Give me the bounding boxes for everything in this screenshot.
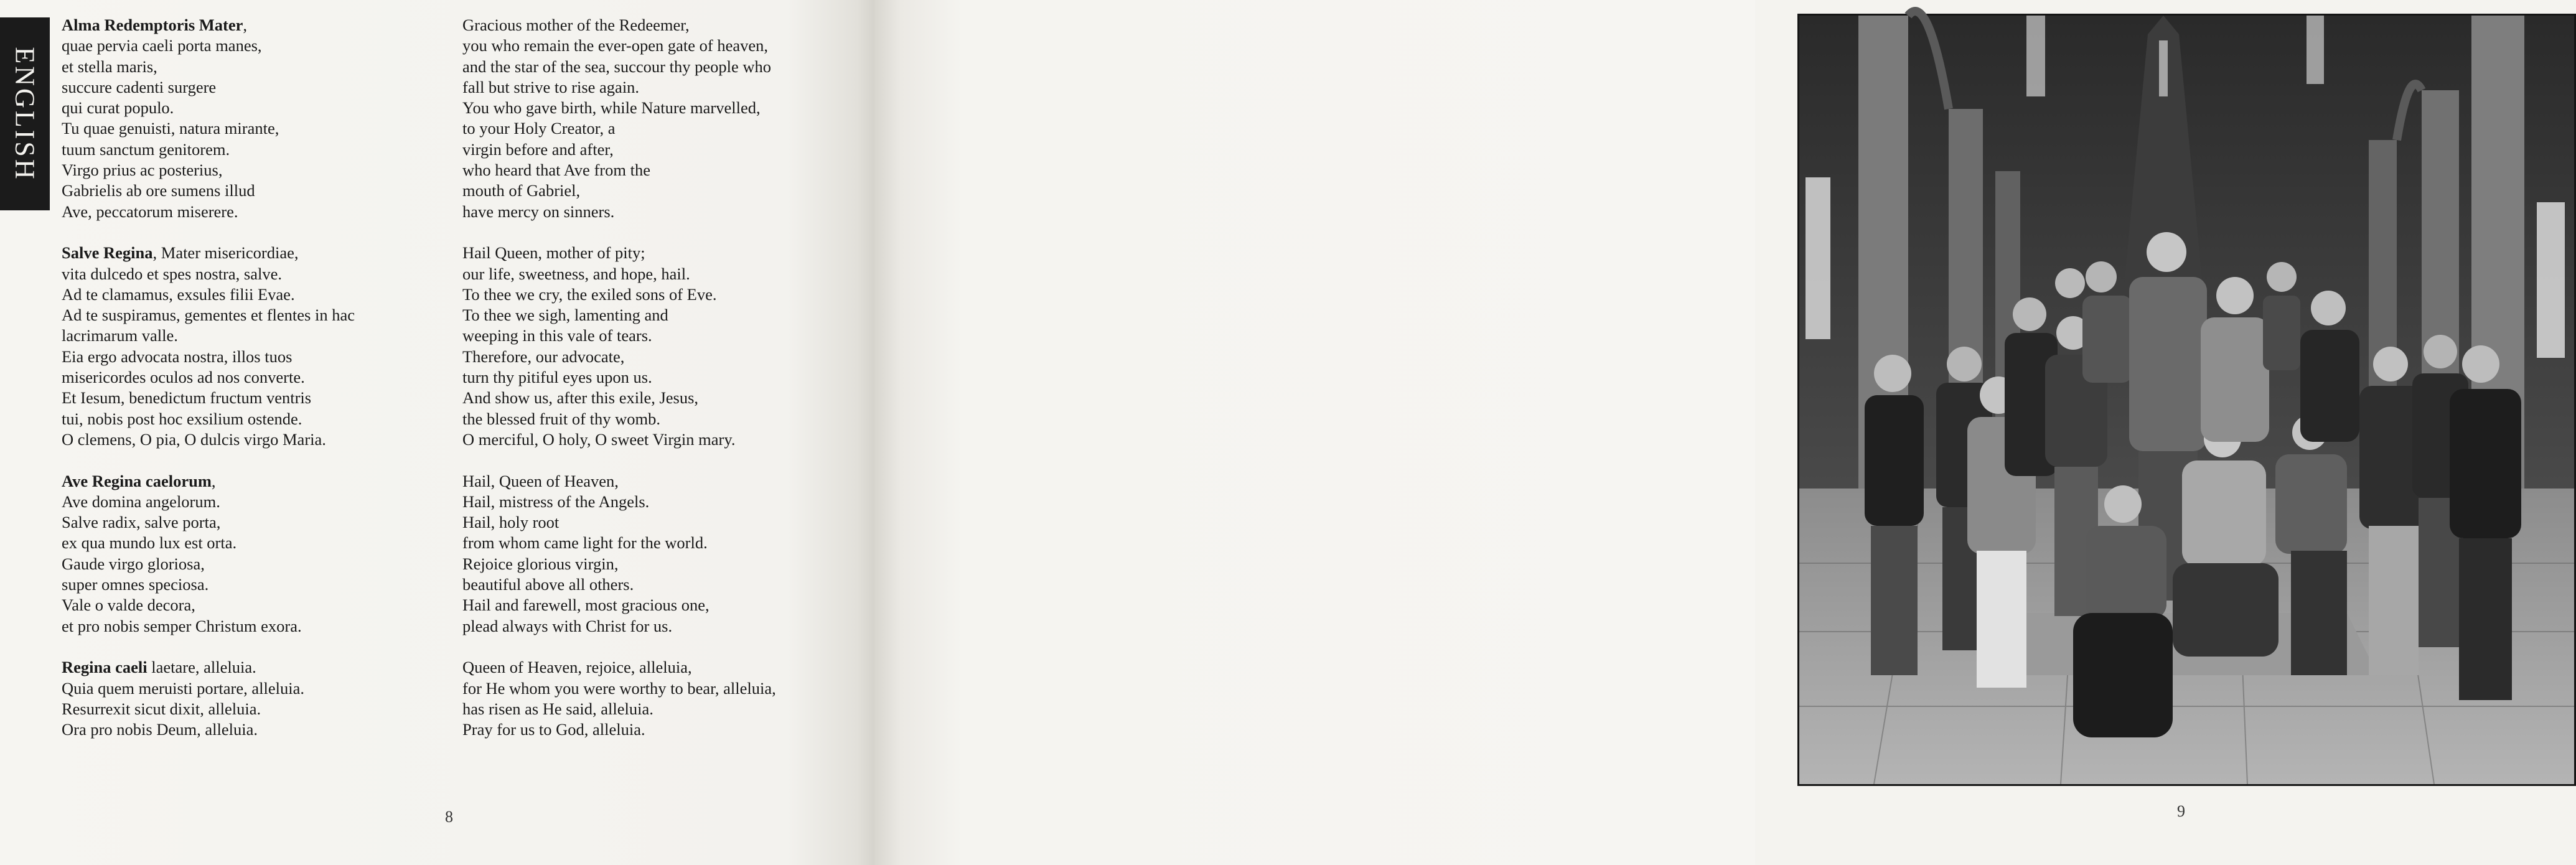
latin-line	[62, 574, 435, 595]
english-line: Hail, mistress of the Angels.	[462, 492, 650, 511]
latin-line	[62, 512, 435, 533]
english-line: has risen as He said, alleluia.	[462, 699, 653, 718]
latin-stanza	[62, 657, 435, 740]
latin-hymn-title: Regina caeli	[62, 658, 148, 677]
latin-hymn-title: Ave Regina caelorum	[62, 471, 212, 490]
window-left	[1806, 177, 1830, 339]
latin-line	[62, 57, 435, 77]
latin-line-text: Gabrielis ab ore sumens illud	[62, 181, 255, 200]
latin-line-text: Ave domina angelorum.	[62, 492, 220, 511]
latin-line	[62, 305, 435, 325]
latin-line	[62, 388, 435, 408]
latin-line-text: vita dulcedo et spes nostra, salve.	[62, 264, 282, 283]
english-line: Hail, Queen of Heaven,	[462, 471, 619, 490]
latin-line	[62, 35, 435, 56]
latin-stanza	[62, 243, 435, 450]
english-line: plead always with Christ for us.	[462, 616, 673, 635]
latin-line-text: quae pervia caeli porta manes,	[62, 36, 262, 55]
latin-hymn-title: Alma Redemptoris Mater	[62, 16, 243, 34]
latin-line	[62, 678, 435, 699]
language-tab-label: ENGLISH	[9, 46, 40, 182]
english-line: Therefore, our advocate,	[462, 347, 625, 366]
latin-line-text: Et Iesum, benedictum fructum ventris	[62, 388, 312, 408]
latin-line-text: Tu quae genuisti, natura mirante,	[62, 119, 279, 138]
latin-line-text: Vale o valde decora,	[62, 596, 195, 615]
latin-stanza	[62, 15, 435, 222]
latin-hymn-title: Salve Regina	[62, 243, 153, 263]
english-line: virgin before and after,	[462, 139, 614, 159]
english-line: Hail Queen, mother of pity;	[462, 243, 645, 263]
latin-line-text: Ave, peccatorum miserere.	[62, 202, 238, 221]
latin-line	[62, 243, 435, 263]
english-line: You who gave birth, while Nature marvelled,	[462, 98, 761, 118]
latin-line-text: succure cadenti surgere	[62, 77, 217, 96]
latin-line-text: laetare, alleluia.	[147, 658, 256, 677]
english-line: mouth of Gabriel,	[462, 181, 581, 200]
latin-line	[62, 325, 435, 346]
right-page	[874, 0, 2185, 865]
english-line: To thee we sigh, lamenting and	[462, 306, 668, 325]
latin-line-text: qui curat populo.	[62, 98, 174, 118]
english-line: you who remain the ever-open gate of heaven,	[462, 36, 768, 55]
english-line: for He whom you were worthy to bear, alleluia,	[462, 678, 776, 698]
english-line: to your Holy Creator, a	[462, 119, 616, 138]
latin-line-text: tuum sanctum genitorem.	[62, 139, 230, 159]
english-line: Rejoice glorious virgin,	[462, 554, 619, 573]
latin-line	[62, 616, 435, 637]
latin-line-text: Resurrexit sicut dixit, alleluia.	[62, 699, 261, 718]
latin-text-column	[62, 15, 435, 740]
latin-line	[62, 15, 435, 35]
english-line: beautiful above all others.	[462, 575, 634, 594]
english-line: Queen of Heaven, rejoice, alleluia,	[462, 658, 692, 677]
latin-line	[62, 139, 435, 160]
latin-line-text: , Mater misericordiae,	[152, 243, 299, 263]
latin-line-text: ex qua mundo lux est orta.	[62, 533, 237, 553]
latin-line-text: ,	[211, 471, 216, 490]
latin-line	[62, 492, 435, 512]
language-tab	[0, 17, 50, 210]
latin-line-text: et pro nobis semper Christum exora.	[62, 616, 302, 635]
latin-stanza	[62, 471, 435, 637]
latin-line	[62, 264, 435, 284]
latin-line-text: Ad te suspiramus, gementes et flentes in hac	[62, 306, 355, 325]
window-clerestory-1	[2026, 16, 2045, 96]
latin-line	[62, 657, 435, 678]
latin-line	[62, 699, 435, 719]
latin-line	[62, 77, 435, 98]
english-line: the blessed fruit of thy womb.	[462, 409, 660, 428]
latin-line-text: super omnes speciosa.	[62, 575, 209, 594]
page-number-left: 8	[445, 808, 453, 826]
latin-line-text: O clemens, O pia, O dulcis virgo Maria.	[62, 429, 326, 449]
latin-line-text: Salve radix, salve porta,	[62, 513, 221, 532]
english-line: who heard that Ave from the	[462, 161, 650, 180]
english-line: To thee we cry, the exiled sons of Eve.	[462, 284, 717, 304]
latin-line-text: Eia ergo advocata nostra, illos tuos	[62, 347, 293, 366]
english-line: Gracious mother of the Redeemer,	[462, 16, 690, 34]
latin-line-text: ,	[243, 16, 248, 34]
english-stanza	[462, 15, 861, 222]
latin-line	[62, 533, 435, 553]
latin-line	[62, 160, 435, 180]
english-text-column	[462, 15, 861, 740]
latin-line	[62, 98, 435, 118]
english-line: have mercy on sinners.	[462, 202, 615, 221]
latin-line-text: Ora pro nobis Deum, alleluia.	[62, 720, 258, 739]
latin-line-text: et stella maris,	[62, 57, 157, 76]
latin-line	[62, 595, 435, 615]
latin-line	[62, 367, 435, 388]
english-line: Pray for us to God, alleluia.	[462, 720, 645, 739]
left-page	[0, 0, 874, 865]
window-clerestory-2	[2307, 16, 2324, 84]
latin-line	[62, 202, 435, 222]
english-stanza	[462, 657, 861, 740]
latin-line	[62, 554, 435, 574]
english-stanza	[462, 471, 861, 637]
latin-line	[62, 719, 435, 740]
english-stanza	[462, 243, 861, 450]
choir-photograph-illustration	[1799, 16, 2574, 784]
latin-line	[62, 409, 435, 429]
english-line: weeping in this vale of tears.	[462, 326, 652, 345]
english-line: Hail and farewell, most gracious one,	[462, 596, 710, 615]
english-line: O merciful, O holy, O sweet Virgin mary.	[462, 429, 736, 449]
latin-line	[62, 347, 435, 367]
latin-line-text: tui, nobis post hoc exsilium ostende.	[62, 409, 302, 428]
latin-line-text: Ad te clamamus, exsules filii Evae.	[62, 284, 295, 304]
latin-line-text: Virgo prius ac posterius,	[62, 161, 223, 180]
latin-line	[62, 471, 435, 492]
latin-line-text: Gaude virgo gloriosa,	[62, 554, 205, 573]
window-right	[2537, 202, 2565, 358]
page-number-right: 9	[2177, 802, 2185, 820]
english-line: fall but strive to rise again.	[462, 77, 640, 96]
english-line: our life, sweetness, and hope, hail.	[462, 264, 690, 283]
english-line: Hail, holy root	[462, 513, 560, 532]
english-line: from whom came light for the world.	[462, 533, 708, 553]
english-line: and the star of the sea, succour thy people who	[462, 57, 771, 76]
latin-line-text: Quia quem meruisti portare, alleluia.	[62, 678, 305, 698]
english-line: turn thy pitiful eyes upon us.	[462, 368, 652, 387]
latin-line-text: lacrimarum valle.	[62, 326, 178, 345]
english-line: And show us, after this exile, Jesus,	[462, 388, 699, 408]
latin-line	[62, 429, 435, 450]
choir-photograph	[1797, 14, 2576, 786]
latin-line	[62, 284, 435, 305]
latin-line-text: misericordes oculos ad nos converte.	[62, 368, 305, 387]
latin-line	[62, 180, 435, 201]
latin-line	[62, 118, 435, 139]
